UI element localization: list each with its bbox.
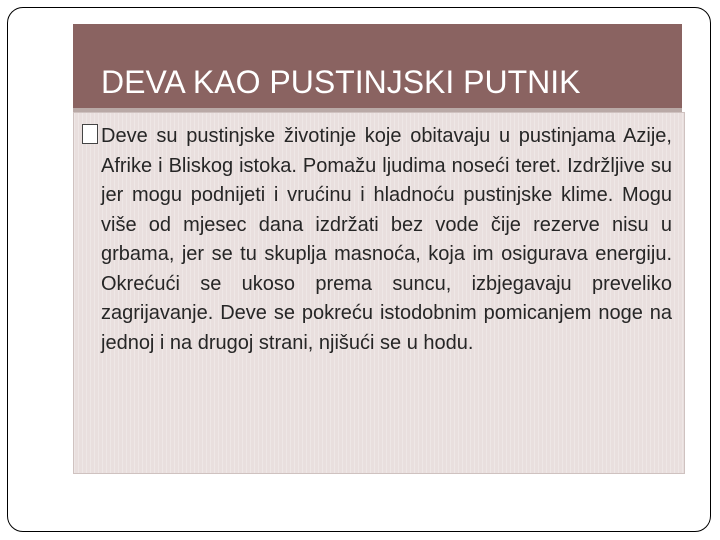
body-paragraph: Deve su pustinjske životinje koje obitavaju u pustinjama Azije, Afrike i Bliskog istoka. Pomažu ljudima noseći teret. Izdržljive su jer mogu podnijeti i vrućinu i hladnoću pustinjske klime. Mogu više od mjesec dana izdržati bez vode čije rezerve nisu u grbama, jer se tu skuplja masnoća, koja im osigurava energiju. Okrećući se ukoso prema suncu, izbjegavaju preveliko zagrijavanje. Deve se pokreću istodobnim pomicanjem noge na jednoj i na drugoj strani, njišući se u hodu.	[101, 125, 672, 354]
slide-title: DEVA KAO PUSTINJSKI PUTNIK	[101, 64, 581, 100]
missing-glyph-box-icon	[82, 124, 98, 144]
